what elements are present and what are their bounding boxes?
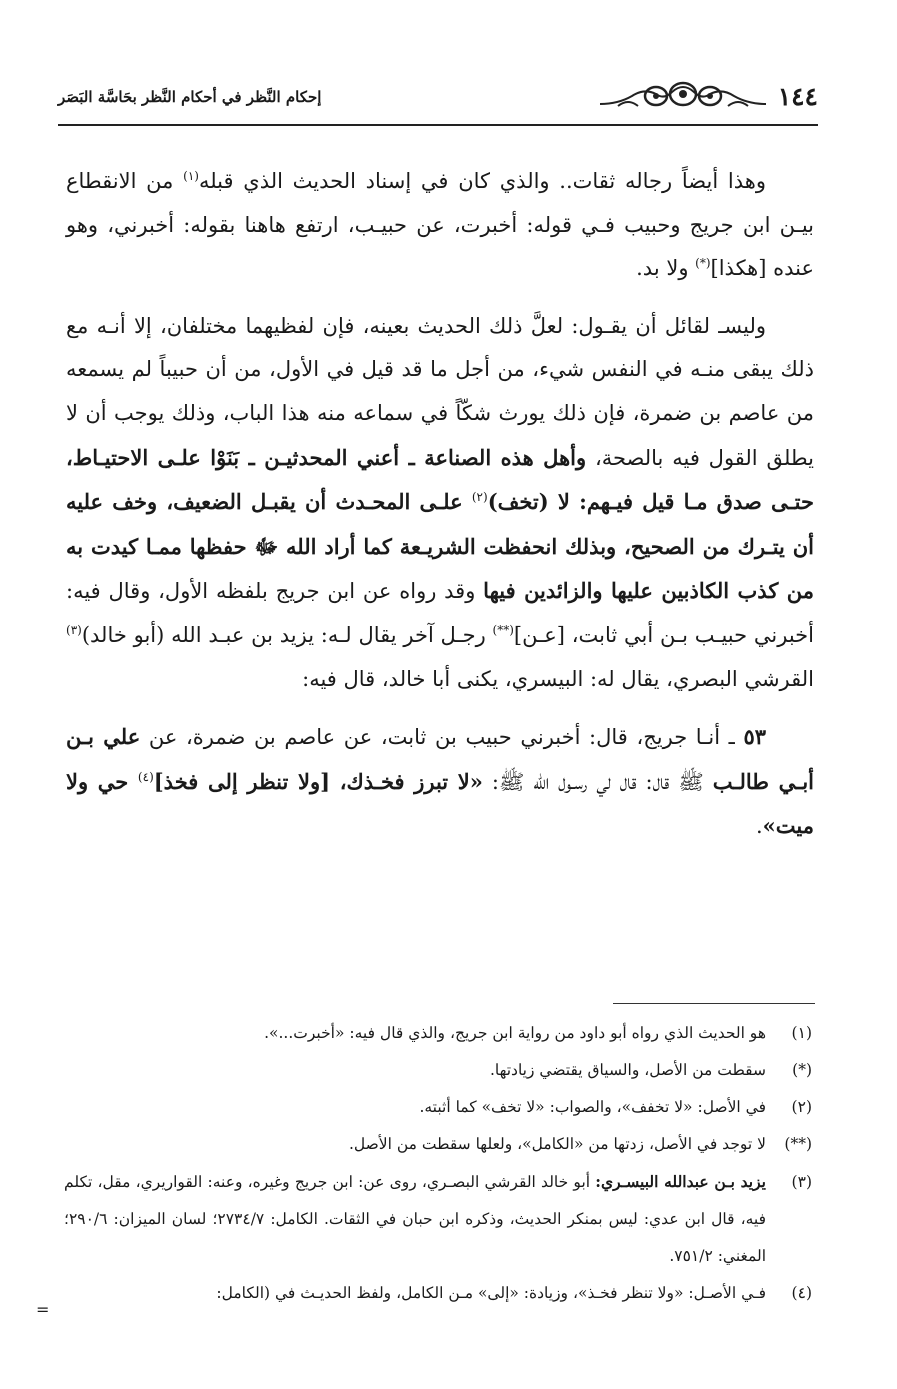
hadith-53 [66, 715, 814, 849]
footnotes [64, 1015, 812, 1312]
text-run: ـ أنـا جريج، قال: أخبرني حبيب بن ثابت، عن عاصم بن ضمرة، عن [140, 725, 744, 750]
main-text [66, 160, 814, 849]
footnote-text: في الأصل: «لا تخفف»، والصواب: «لا تخف» كما أثبته. [419, 1098, 766, 1116]
text-run: ﷺ قال: قال لي رسـول الله ﷺ: [482, 769, 713, 794]
footnote-text: سقطت من الأصل، والسياق يقتضي زيادتها. [489, 1061, 766, 1079]
page-number: ١٤٤ [777, 82, 818, 111]
text-run: ولا بد. [636, 256, 696, 281]
footnote-mark: (٢) [791, 1098, 812, 1116]
text-run: من الانقطاع بيـن ابن جريج وحبيب فـي قوله: أخبرت، عن حبيـب، ارتفع هاهنا بقوله: أخبرني، وهو عنده [هكذا] [66, 169, 814, 281]
hadith-number: ٥٣ [743, 724, 766, 750]
footnote-ref-1: (١) [183, 169, 199, 183]
page-header [58, 76, 818, 120]
footnote-2 [64, 1089, 812, 1126]
footnote-4 [64, 1275, 812, 1312]
hadith-quote: حي ولا ميت» [66, 768, 814, 839]
decorative-ornament-icon [598, 78, 768, 112]
bold-text-run: وأهل هذه الصناعة ـ أعني المحدثيـن ـ بَنَوْا علـى الاحتيـاط، حتـى صدق مـا قيل فيـهم: لا (تخف) [66, 444, 814, 515]
text-run: وقد رواه عن ابن جريج بلفظه الأول، وقال فيه: أخبرني حبيـب بـن أبي ثابت، [عـن] [66, 579, 814, 647]
running-title: إحكام النَّظر في أحكام النَّظر بحَاسَّة البَصَر [58, 88, 322, 106]
footnote-text: فـي الأصـل: «ولا تنظر فخـذ»، وزيادة: «إلى» مـن الكامل، ولفظ الحديـث في (الكامل: [216, 1284, 766, 1302]
continuation-mark: = [36, 1300, 50, 1319]
footnote-ref-2: (٢) [471, 490, 488, 505]
text-run: القرشي البصري، يقال له: البيسري، يكنى أبا خالد، قال فيه: [302, 666, 814, 691]
bold-text-run: علي بـن أبـي طالـب [66, 724, 814, 794]
text-run: . [755, 814, 763, 839]
footnote-mark: (١) [791, 1024, 812, 1042]
text-run: وهذا أيضاً رجاله ثقات.. والذي كان في إسناد الحديث الذي قبله [198, 169, 766, 193]
footnote-double-star [64, 1126, 812, 1163]
footnote-1 [64, 1015, 812, 1052]
paragraph-2 [66, 305, 814, 701]
footnote-mark: (٣) [791, 1173, 812, 1191]
bold-text-run: علـى المحـدث أن يقبـل الضعيف، وخف عليه أن يتـرك من الصحيح، وبذلك انحفظت الشريـعة كما أراد الله ﷻ حفظها ممـا كيدت به من كذب الكاذبين عليها والزائدين فيها [66, 489, 814, 604]
footnote-mark: (٤) [791, 1284, 812, 1302]
footnote-ref-star: (*) [695, 256, 711, 271]
footnote-3 [64, 1163, 812, 1275]
footnote-mark: (**) [784, 1135, 812, 1153]
footnote-text: هو الحديث الذي رواه أبو داود من رواية ابن جريج، والذي قال فيه: «أخبرت...». [264, 1024, 766, 1042]
footnote-mark: (*) [792, 1061, 812, 1079]
footnote-bold-name: يزيد بـن عبدالله البيسـري: [595, 1172, 766, 1191]
footnote-text: أبو خالد القرشي البصـري، روى عن: ابن جريج وغيره، وعنه: القواريري، مقل، تكلم فيه، قال ابن عدي: ليس بمنكر الحديث، وذكره ابن حبان في الثقات. الكامل: ٢٧٣٤/٧؛ لسان الميزان: ٢٩٠/٦؛ المغني: ٧٥١/٢. [64, 1173, 766, 1265]
paragraph-1 [66, 160, 814, 291]
footnote-ref-3: (٣) [66, 622, 82, 637]
text-run: رجـل آخر يقال لـه: يزيد بن عبـد الله (أبو خالد) [81, 622, 493, 647]
header-divider [58, 124, 818, 126]
footnote-star [64, 1052, 812, 1089]
footnote-divider [613, 1003, 815, 1004]
text-run: وليسـ لقائل أن يقـول: لعلَّ ذلك الحديث بعينه، فإن لفظيهما مختلفان، إلا أنـه مع ذلك يبقى منـه في النفس شيء، من أجل ما قد قيل في الأول، من أن حبيباً لم يسمعه من عاصم بن ضمرة، فإن ذلك يورث شكّاً في سماعه منه هذا الباب، وذلك يوجب أن لا يطلق القول فيه بالصحة، [66, 313, 815, 470]
footnote-ref-4: (٤) [137, 769, 154, 784]
hadith-quote: «لا تبرز فخـذك، [ولا تنظر إلى فخذ] [153, 768, 483, 794]
footnote-text: لا توجد في الأصل، زدتها من «الكامل»، ولعلها سقطت من الأصل. [348, 1135, 766, 1153]
footnote-ref-double-star: (**) [492, 622, 514, 637]
